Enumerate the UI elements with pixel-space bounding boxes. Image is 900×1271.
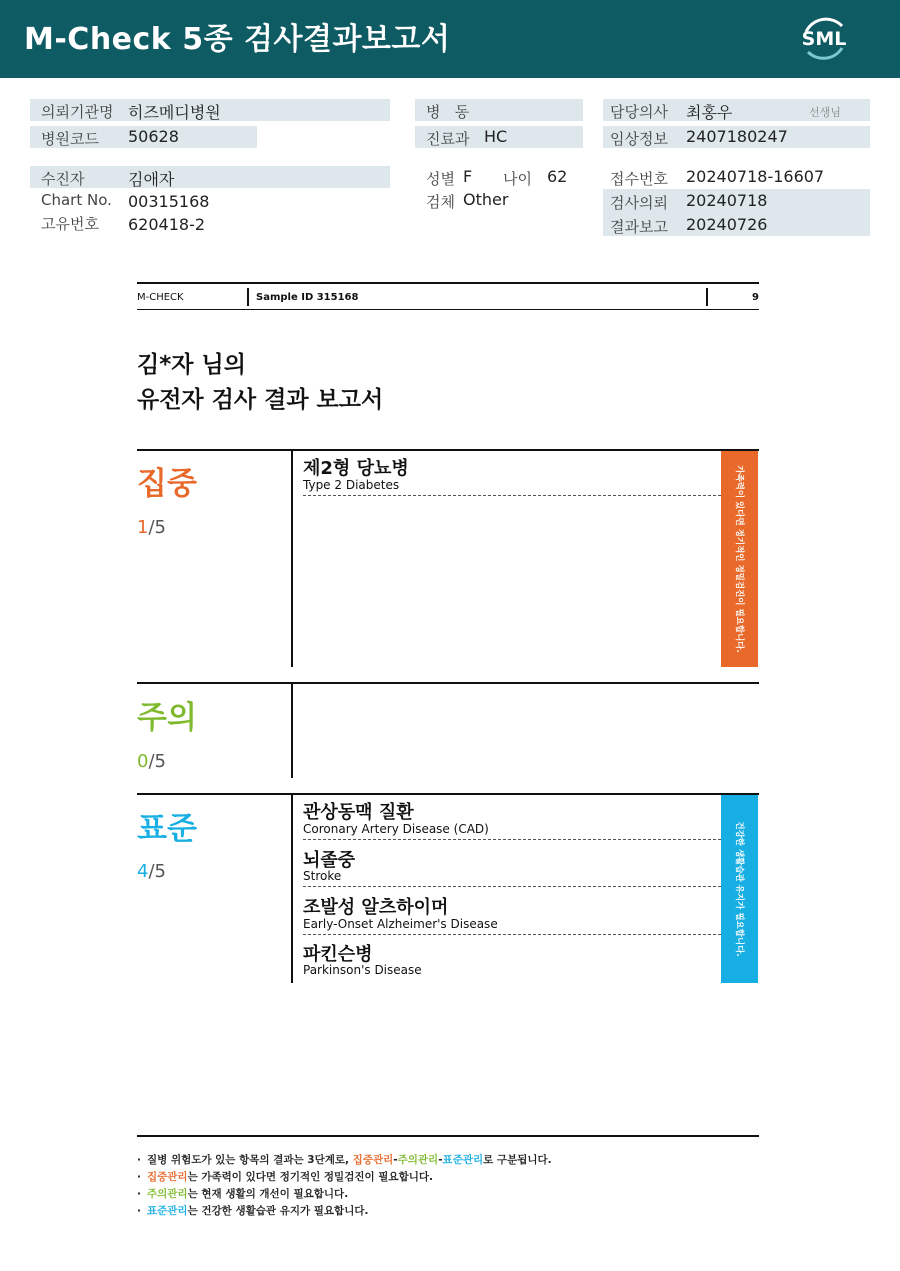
note-2 xyxy=(137,1169,759,1186)
focus-top-rule xyxy=(137,449,759,451)
bullet: · xyxy=(137,1205,141,1217)
note-1 xyxy=(137,1152,759,1169)
specimen-value: Other xyxy=(463,190,509,209)
dept-value: HC xyxy=(484,127,508,146)
note-dash: - xyxy=(438,1154,443,1166)
notes-top-rule xyxy=(137,1135,759,1137)
caution-divider xyxy=(291,684,293,778)
patient-value: 김애자 xyxy=(128,170,175,189)
result-value: 20240726 xyxy=(686,215,768,234)
clinical-value: 2407180247 xyxy=(686,127,788,146)
report-heading-title: 유전자 검사 결과 보고서 xyxy=(137,387,384,413)
doctor-suffix: 선생님 xyxy=(809,106,841,119)
hospital-code-value: 50628 xyxy=(128,127,179,146)
hospital-code-label: 병원코드 xyxy=(41,130,99,148)
disease-name: 파킨슨병 xyxy=(303,944,373,965)
report-top-rule xyxy=(137,282,759,284)
report-top-rule-bottom xyxy=(137,309,759,310)
note-text: 는 건강한 생활습관 유지가 필요합니다. xyxy=(187,1205,369,1217)
chart-label: Chart No. xyxy=(41,191,112,209)
report-heading-name: 김*자 님의 xyxy=(137,352,246,378)
standard-title: 표준 xyxy=(137,811,197,847)
ward-label: 병 동 xyxy=(426,103,470,121)
focus-title: 집중 xyxy=(137,466,197,502)
bullet: · xyxy=(137,1171,141,1183)
note-text: 는 현재 생활의 개선이 필요합니다. xyxy=(187,1188,349,1200)
disease-name: 조발성 알츠하이머 xyxy=(303,897,449,918)
institution-label: 의뢰기관명 xyxy=(41,103,114,121)
caution-title: 주의 xyxy=(137,700,197,736)
note-dash: - xyxy=(393,1154,398,1166)
focus-side-note-text: 가족력이 있다면 정기적인 정밀검진이 필요합니다. xyxy=(733,465,744,653)
note-key-caution: 주의관리 xyxy=(397,1154,439,1166)
note-key-caution: 주의관리 xyxy=(147,1188,188,1200)
result-label: 결과보고 xyxy=(610,218,668,236)
clinical-label: 임상정보 xyxy=(610,130,668,148)
disease-english: Coronary Artery Disease (CAD) xyxy=(303,822,489,836)
note-key-focus: 집중관리 xyxy=(352,1154,394,1166)
focus-side-note xyxy=(721,451,758,667)
patient-label: 수진자 xyxy=(41,170,85,188)
focus-count-value: 1 xyxy=(137,517,149,538)
focus-count-total: /5 xyxy=(148,517,166,538)
disease-english: Type 2 Diabetes xyxy=(303,478,400,492)
dept-label: 진료과 xyxy=(426,130,470,148)
bullet: · xyxy=(137,1154,141,1166)
notes xyxy=(137,1152,759,1220)
age-value: 62 xyxy=(547,167,568,186)
unique-label: 고유번호 xyxy=(41,215,99,233)
focus-count xyxy=(137,517,166,538)
report-divider-2 xyxy=(706,288,708,306)
standard-side-note-text: 건강한 생활습관 유지가 필요합니다. xyxy=(733,821,744,957)
svg-text:SML: SML xyxy=(801,28,847,50)
reception-label: 접수번호 xyxy=(610,170,668,188)
focus-divider xyxy=(291,451,293,667)
request-label: 검사의뢰 xyxy=(610,194,668,212)
disease-name: 뇌졸중 xyxy=(303,850,356,871)
disease-name: 제2형 당뇨병 xyxy=(303,458,409,479)
caution-count-total: /5 xyxy=(148,751,166,772)
standard-side-note xyxy=(721,795,758,983)
sample-id: Sample ID 315168 xyxy=(256,292,359,303)
standard-count-total: /5 xyxy=(148,861,166,882)
caution-count xyxy=(137,751,166,772)
report-divider-1 xyxy=(247,288,249,306)
note-key-standard: 표준관리 xyxy=(442,1154,484,1166)
standard-top-rule xyxy=(137,793,759,795)
focus-dashed-rule xyxy=(303,495,721,496)
disease-name: 관상동맥 질환 xyxy=(303,802,414,823)
page-number: 9 xyxy=(752,292,759,303)
standard-dashed-rule xyxy=(303,886,721,887)
disease-english: Early-Onset Alzheimer's Disease xyxy=(303,917,498,931)
doctor-value: 최홍우 xyxy=(686,103,733,122)
note-key-focus: 집중관리 xyxy=(147,1171,188,1183)
standard-count-value: 4 xyxy=(137,861,149,882)
disease-english: Stroke xyxy=(303,869,342,883)
note-4 xyxy=(137,1203,759,1220)
specimen-label: 검체 xyxy=(426,193,455,211)
standard-count xyxy=(137,861,166,882)
note-key-standard: 표준관리 xyxy=(147,1205,188,1217)
standard-dashed-rule xyxy=(303,839,721,840)
sex-label: 성별 xyxy=(426,170,455,188)
standard-divider xyxy=(291,795,293,983)
report-brand: M-CHECK xyxy=(137,292,184,303)
request-value: 20240718 xyxy=(686,191,768,210)
doctor-label: 담당의사 xyxy=(610,103,668,121)
institution-value: 히즈메디병원 xyxy=(128,103,221,122)
disease-english: Parkinson's Disease xyxy=(303,963,422,977)
standard-dashed-rule xyxy=(303,934,721,935)
caution-top-rule xyxy=(137,682,759,684)
note-text: 로 구분됩니다. xyxy=(483,1154,552,1166)
report-title: M-Check 5종 검사결과보고서 xyxy=(24,22,451,57)
sml-logo xyxy=(796,12,852,66)
sex-value: F xyxy=(463,167,473,186)
unique-value: 620418-2 xyxy=(128,215,206,234)
note-3 xyxy=(137,1186,759,1203)
caution-count-value: 0 xyxy=(137,751,149,772)
age-label: 나이 xyxy=(503,170,532,188)
reception-value: 20240718-16607 xyxy=(686,167,825,186)
bullet: · xyxy=(137,1188,141,1200)
chart-value: 00315168 xyxy=(128,192,210,211)
note-text: 는 가족력이 있다면 정기적인 정밀검진이 필요합니다. xyxy=(187,1171,433,1183)
note-text: 질병 위험도가 있는 항목의 결과는 3단계로, xyxy=(147,1154,353,1166)
header-bar xyxy=(0,0,900,78)
